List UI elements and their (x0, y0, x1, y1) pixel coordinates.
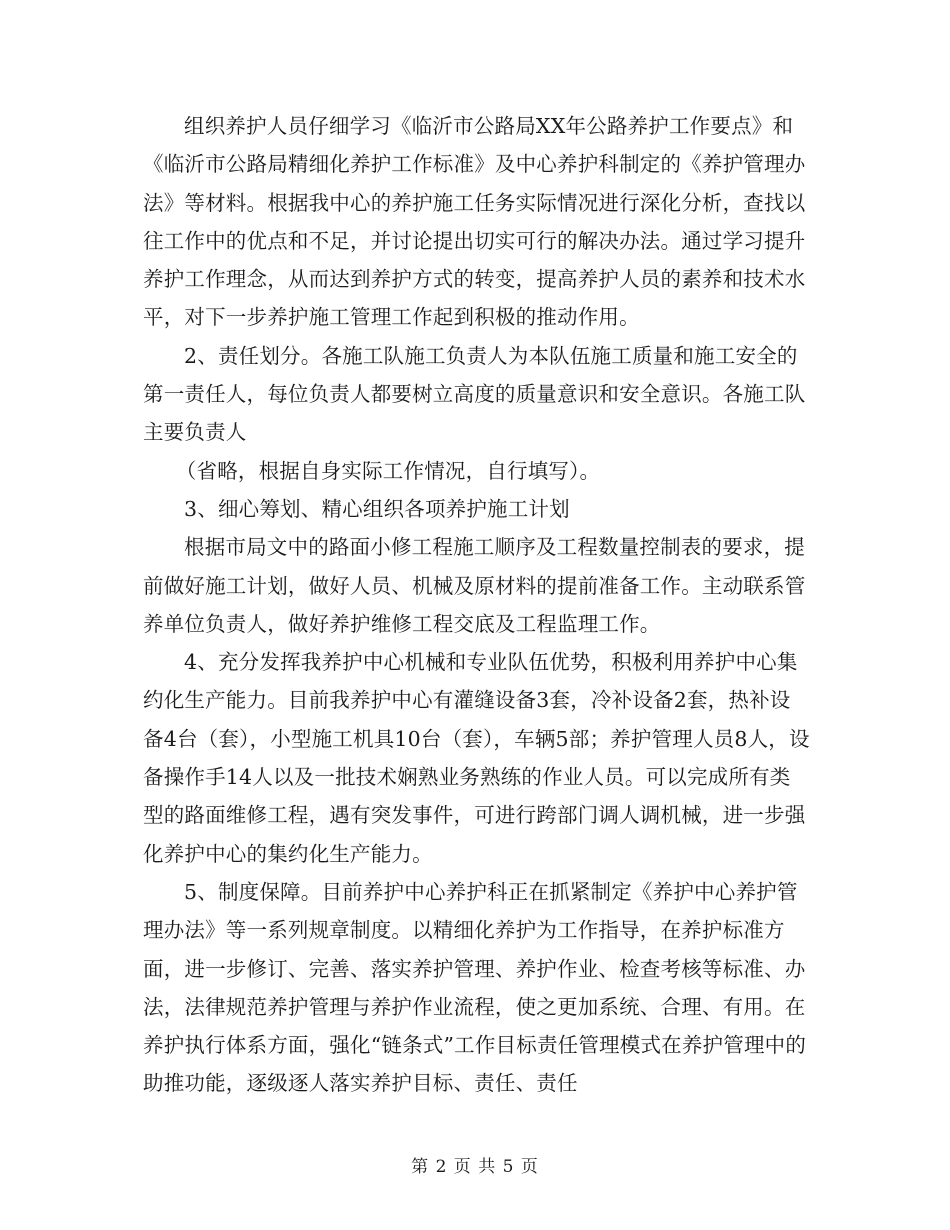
paragraph-study: 组织养护人员仔细学习《临沂市公路局XX年公路养护工作要点》和《临沂市公路局精细化养护工作标准》及中心养护科制定的《养护管理办法》等材料。根据我中心的养护施工任务实际情况进行深化分析，查找以往工作中的优点和不足，并讨论提出切实可行的解决办法。通过学习提升养护工作理念，从而达到养护方式的转变，提高养护人员的素养和技术水平，对下一步养护施工管理工作起到积极的推动作用。 (143, 114, 806, 330)
paragraph-equipment: 4、充分发挥我养护中心机械和专业队伍优势，积极利用养护中心集约化生产能力。目前我养护中心有灌缝设备3套，冷补设备2套，热补设备4台（套），小型施工机具10台（套），车辆5部；养护管理人员8人，设备操作手14人以及一批技术娴熟业务熟练的作业人员。可以完成所有类型的路面维修工程，遇有突发事件，可进行跨部门调人调机械，进一步强化养护中心的集约化生产能力。 (143, 650, 810, 866)
paragraph-planning: 根据市局文中的路面小修工程施工顺序及工程数量控制表的要求，提前做好施工计划，做好人员、机械及原材料的提前准备工作。主动联系管养单位负责人，做好养护维修工程交底及工程监理工作。 (143, 535, 806, 636)
paragraph-omitted-note: （省略，根据自身实际工作情况，自行填写）。 (175, 458, 601, 483)
paragraph-responsibility: 2、责任划分。各施工队施工负责人为本队伍施工质量和施工安全的第一责任人，每位负责人都要树立高度的质量意识和安全意识。各施工队主要负责人 (143, 343, 806, 445)
paragraph-planning-heading: 3、细心筹划、精心组织各项养护施工计划 (184, 496, 570, 521)
paragraph-system: 5、制度保障。目前养护中心养护科正在抓紧制定《养护中心养护管理办法》等一系列规章制度。以精细化养护为工作指导，在养护标准方面，进一步修订、完善、落实养护管理、养护作业、检查考核等标准、办法，法律规范养护管理与养护作业流程，使之更加系统、合理、有用。在养护执行体系方面，强化“链条式”工作目标责任管理模式在养护管理中的助推功能，逐级逐人落实养护目标、责任、责任 (143, 879, 807, 1096)
document-body (143, 107, 811, 1103)
page-number-footer: 第 2 页 共 5 页 (411, 1157, 539, 1177)
